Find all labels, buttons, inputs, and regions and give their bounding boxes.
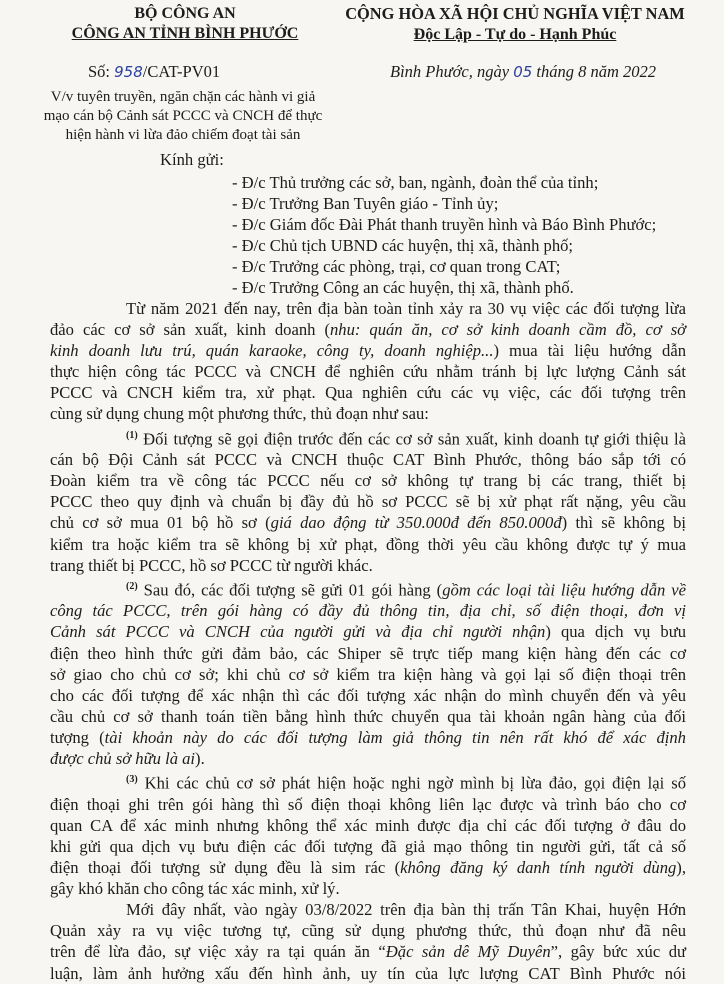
org-name: CÔNG AN TỈNH BÌNH PHƯỚC xyxy=(71,25,299,42)
paragraph-4: $^{(3)}$ Khi các chủ cơ sở phát hiện hoặc nghi ngờ mình bị lừa đảo, gọi điện lại số điện thoại ghi trên gói hàng thì số điện thoại không liên lạc được và trình báo cho cơ quan CA để xác minh nhưng không thể xác minh được địa chỉ các đối tượng ở đâu do khi gửi qua dịch vụ bưu điện các đối tượng đã giả mạo thông tin người gửi, tất cả số điện thoại đối tượng sử dụng đều là sim rác (không đăng ký danh tính người dùng), gây khó khăn cho công tác xác minh, xử lý. xyxy=(50,773,686,899)
handwritten-number: 958 xyxy=(114,63,143,81)
paragraph-3: $^{(2)}$ Sau đó, các đối tượng sẽ gửi 01 gói hàng (gồm các loại tài liệu hướng dẫn về công tác PCCC, trên gói hàng có đầy đủ thông tin, địa chỉ, số điện thoại, đơn vị Cảnh sát PCCC và CNCH của người gửi và địa chỉ người nhận) qua dịch vụ bưu điện theo hình thức gửi đảm bảo, các Shiper sẽ trực tiếp mang kiện hàng đến các cơ sở giao cho chủ cơ sở; khi chủ cơ sở kiểm tra kiện hàng và gọi lại số điện thoại trên cho các đối tượng để xác nhận thì các đối tượng xác nhận do mình chuyển đến và yêu cầu chủ cơ sở thanh toán tiền bằng hình thức chuyển qua tài khoản ngân hàng của đối tượng (tài khoản này do các đối tượng làm giả thông tin nên rất khó để xác định được chủ sở hữu là ai). xyxy=(50,580,686,769)
item-number: (2) xyxy=(126,580,138,592)
item-number: (3) xyxy=(126,774,138,786)
paragraph-1: Từ năm 2021 đến nay, trên địa bàn toàn tỉnh xảy ra 30 vụ việc các đối tượng lừa đảo các cơ sở sản xuất, kinh doanh (nhu: quán ăn, cơ sở kinh doanh cầm đồ, cơ sở kinh doanh lưu trú, quán karaoke, công ty, doanh nghiệp...) mua tài liệu hướng dẫn thực hiện công tác PCCC và CNCH để nghiên cứu nhằm tránh bị lực lượng Cảnh sát PCCC và CNCH kiểm tra, xử phạt. Qua nghiên cứu các vụ việc, các đối tượng trên cùng sử dụng chung một phương thức, thủ đoạn như sau: xyxy=(50,299,687,424)
recipient-item: - Đ/c Giám đốc Đài Phát thanh truyền hình và Báo Bình Phước; xyxy=(232,215,657,234)
motto: Độc Lập - Tự do - Hạnh Phúc xyxy=(413,26,617,43)
body-text xyxy=(50,298,686,984)
recipient-item: - Đ/c Thủ trưởng các sở, ban, ngành, đoàn thể của tỉnh; xyxy=(232,173,599,192)
recipient-list xyxy=(232,172,656,298)
recipient-item: - Đ/c Trưởng Ban Tuyên giáo - Tỉnh ủy; xyxy=(232,194,499,213)
handwritten-day: 05 xyxy=(513,63,533,81)
subject: V/v tuyên truyền, ngăn chặn các hành vi giả mạo cán bộ Cảnh sát PCCC và CNCH để thực hiện hành vi lừa đảo chiếm đoạt tài sản xyxy=(43,89,323,143)
paragraph-2: $^{(1)}$ Đối tượng sẽ gọi điện trước đến các cơ sở sản xuất, kinh doanh tự giới thiệu là cán bộ Đội Cảnh sát PCCC và CNCH thuộc CAT Bình Phước, thông báo sắp tới có Đoàn kiểm tra về công tác PCCC nếu cơ sở không tự trang bị các trang, thiết bị PCCC theo quy định và chuẩn bị đầy đủ hồ sơ PCCC sẽ bị xử phạt rất nặng, yêu cầu chủ cơ sở mua 01 bộ hồ sơ (giá dao động từ 350.000đ đến 850.000đ) thì sẽ không bị kiểm tra hoặc kiểm tra sẽ không bị xử phạt, đồng thời yêu cầu không được tự ý mua trang thiết bị PCCC, hồ sơ PCCC từ người khác. xyxy=(50,429,687,575)
recipient-item: - Đ/c Trưởng Công an các huyện, thị xã, thành phố. xyxy=(232,278,574,297)
recipient-item: - Đ/c Chủ tịch UBND các huyện, thị xã, thành phố; xyxy=(232,236,574,255)
document-date: Bình Phước, ngày 05 tháng 8 năm 2022 xyxy=(390,62,657,81)
item-number: (1) xyxy=(126,429,138,441)
recipient-item: - Đ/c Trưởng các phòng, trại, cơ quan trong CAT; xyxy=(232,257,561,276)
document-number: Số: 958/CAT-PV01 xyxy=(88,62,221,81)
paragraph-5: Mới đây nhất, vào ngày 03/8/2022 trên địa bàn thị trấn Tân Khai, huyện Hớn Quản xảy ra vụ việc tương tự, cũng sử dụng phương thức, thủ đoạn như đã nêu trên để lừa đảo, sự việc xảy ra tại quán ăn “Đặc sản dê Mỹ Duyên”, gây bức xúc dư luận, làm ảnh hưởng xấu đến hình ảnh, uy tín của lực lượng CAT Bình Phước nói xyxy=(50,900,686,983)
country-name: CỘNG HÒA XÃ HỘI CHỦ NGHĨA VIỆT NAM xyxy=(345,4,685,23)
greeting: Kính gửi: xyxy=(160,150,224,169)
org-parent: BỘ CÔNG AN xyxy=(134,5,236,22)
